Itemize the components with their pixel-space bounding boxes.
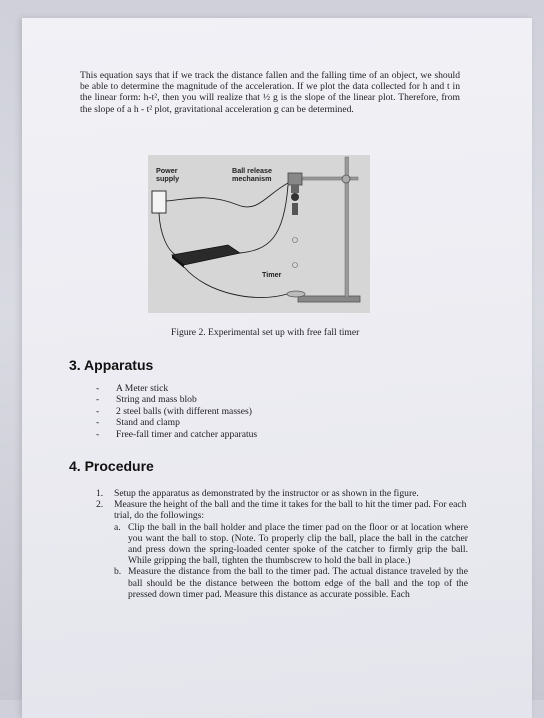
ball (291, 193, 299, 201)
procedure-substep (114, 522, 468, 567)
apparatus-heading: 3. Apparatus (69, 357, 154, 373)
list-item-text: Free-fall timer and catcher apparatus (116, 428, 258, 440)
list-item-text: String and mass blob (116, 394, 197, 406)
list-item: - 2 steel balls (with different masses) (96, 405, 252, 417)
power-supply-box (152, 191, 166, 213)
list-item: - Stand and clamp (96, 417, 180, 429)
ball-release-label: Ball release mechanism (232, 166, 272, 183)
figure-caption: Figure 2. Experimental set up with free fall timer (171, 327, 360, 338)
list-item-text: A Meter stick (116, 383, 169, 394)
release-mechanism (288, 173, 302, 185)
stand-base (298, 296, 360, 302)
timer-pad (287, 291, 305, 297)
list-item: - Free-fall timer and catcher apparatus (96, 428, 258, 440)
step-text: Setup the apparatus as demonstrated by the instructor or as shown in the figure. (114, 488, 419, 499)
procedure-step: 1. Setup the apparatus as demonstrated by the instructor or as shown in the figure. (96, 488, 419, 499)
procedure-heading: 4. Procedure (69, 458, 154, 474)
procedure-substep (114, 566, 468, 600)
experimental-setup-figure (148, 155, 370, 313)
timer-label: Timer (262, 270, 282, 279)
intro-paragraph: This equation says that if we track the distance fallen and the falling time of an object, we should be able to determine the magnitude of the acceleration. If we plot the data collected for h and t in the linear form: h-t², then you will realize that ½ g is the slope of the linear plot. Therefore, from the slope of a h - t² plot, gravitational acceleration g can be determined. (80, 70, 460, 115)
apparatus-list (96, 383, 257, 440)
substep-letter: b. (114, 566, 122, 578)
substep-letter: a. (114, 521, 121, 533)
substep-text: Clip the ball in the ball holder and place the timer pad on the floor or at location where you want the ball to stop. (Note. To properly clip the ball, place the ball in the catcher and press down the spring-loaded center spoke of the catcher to firmly grip the ball. While gripping the ball, tighten the thumbscrew to hold the ball in place.) (128, 521, 468, 567)
list-item-text: Stand and clamp (116, 417, 180, 429)
step-text: Measure the height of the ball and the time it takes for the ball to hit the timer pad. For each trial, do the followings: (114, 499, 467, 522)
list-item: - A Meter stick (96, 383, 169, 394)
list-item-text: 2 steel balls (with different masses) (116, 405, 252, 417)
list-item: - String and mass blob (96, 394, 197, 406)
substep-text: Measure the distance from the ball to the timer pad. The actual distance traveled by the ball should be the distance between the bottom edge of the ball and the top of the pressed down timer pad. Measure this distance as accurate possible. Each (128, 566, 468, 600)
power-supply-label: Power supply (156, 166, 180, 183)
procedure-list (96, 488, 468, 600)
procedure-step: 2. Measure the height of the ball and the time it takes for the ball to hit the timer pad. For each trial, do the followings: a. Clip the ball in the ball holder and place the timer pad on the floor or at location where you want the ball to stop. (Note. To properly clip the ball, place the ball in the catcher and press down the spring-loaded center spoke of the catcher to firmly grip the ball. While gripping the ball, tighten the thumbscrew to hold the ball in place.) b. Measure the distance from the ball to the timer pad. The actual distance traveled by the ball should be the distance between the bottom edge of the ball and the top of the pressed down timer pad. Measure this distance as accurate possible. Each (96, 499, 468, 600)
